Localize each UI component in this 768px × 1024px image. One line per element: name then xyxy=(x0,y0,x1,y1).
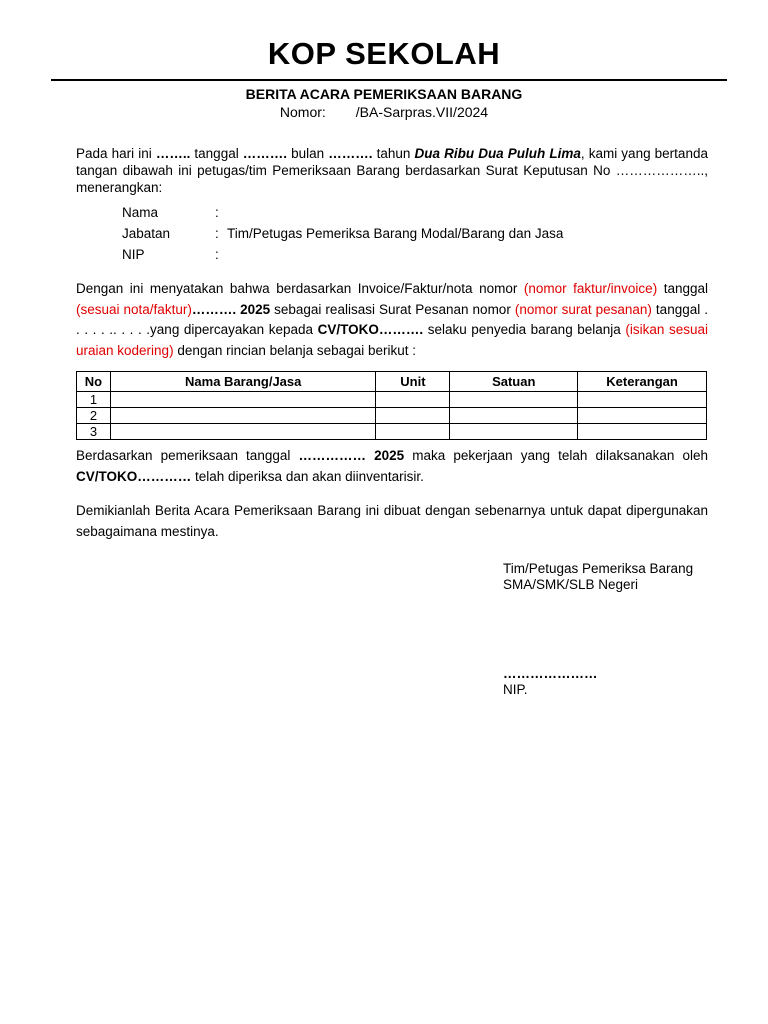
day-blank: …….. xyxy=(155,146,191,161)
opening-text: tanggal xyxy=(190,146,243,161)
closing-paragraph: Demikianlah Berita Acara Pemeriksaan Barang ini dibuat dengan sebenarnya untuk dapat dipergunakan sebagaimana mestinya. xyxy=(76,503,708,539)
identity-label: NIP xyxy=(122,247,145,262)
table-row xyxy=(77,408,707,424)
identity-colon: : xyxy=(215,226,219,241)
document-title: BERITA ACARA PEMERIKSAAN BARANG xyxy=(245,86,523,102)
identity-row-jabatan xyxy=(122,226,563,247)
cell-no: 3 xyxy=(77,424,111,440)
nomor-value: /BA-Sarpras.VII/2024 xyxy=(355,104,489,120)
cell-keterangan xyxy=(578,408,707,424)
cell-nama xyxy=(110,424,376,440)
school-letterhead: KOP SEKOLAH xyxy=(267,36,501,71)
signature-nip: NIP. xyxy=(503,682,528,697)
identity-row-nip xyxy=(122,247,563,268)
column-header-keterangan: Keterangan xyxy=(578,372,707,392)
identity-value: Tim/Petugas Pemeriksa Barang Modal/Barang dan Jasa xyxy=(227,226,564,241)
cell-no: 2 xyxy=(77,408,111,424)
statement-text: dengan rincian belanja sebagai berikut : xyxy=(173,342,416,358)
vendor-name: CV/TOKO………. xyxy=(317,322,424,337)
cell-satuan xyxy=(450,424,578,440)
invoice-date-placeholder: (sesuai nota/faktur) xyxy=(76,301,192,317)
signature-block xyxy=(503,561,693,698)
statement-paragraph xyxy=(76,279,708,361)
opening-text: tahun xyxy=(372,146,415,161)
cell-nama xyxy=(110,392,376,408)
items-table xyxy=(76,371,707,440)
signature-name: ………………… xyxy=(503,666,598,681)
cell-nama xyxy=(110,408,376,424)
identity-label: Nama xyxy=(122,205,159,220)
cell-keterangan xyxy=(578,392,707,408)
opening-text: Pada hari ini xyxy=(76,146,156,161)
vendor-name: CV/TOKO………… xyxy=(76,468,192,484)
invoice-year: ………. 2025 xyxy=(191,301,271,317)
result-text: Berdasarkan pemeriksaan tanggal xyxy=(76,448,299,463)
result-text: telah diperiksa dan akan diinventarisir. xyxy=(191,468,424,484)
statement-text: sebagai realisasi Surat Pesanan nomor xyxy=(270,301,515,317)
month-blank: ………. xyxy=(328,146,373,161)
signature-role: Tim/Petugas Pemeriksa Barang xyxy=(503,561,694,576)
opening-text: , kami yang bertanda tangan dibawah ini petugas/tim Pemeriksaan Barang berdasarkan Surat Keputusan No ……………….., menerangkan: xyxy=(76,146,708,195)
table-row xyxy=(77,392,707,408)
result-text: maka pekerjaan yang telah dilaksanakan oleh xyxy=(404,448,708,463)
identity-block xyxy=(122,205,563,268)
statement-text: Dengan ini menyatakan bahwa berdasarkan Invoice/Faktur/nota nomor xyxy=(76,281,524,296)
kodering-placeholder: (isikan sesuai uraian kodering) xyxy=(76,322,708,358)
cell-unit xyxy=(376,408,450,424)
cell-satuan xyxy=(450,392,578,408)
identity-colon: : xyxy=(215,205,219,220)
cell-unit xyxy=(376,424,450,440)
identity-label: Jabatan xyxy=(122,226,171,241)
date-blank: ………. xyxy=(242,146,288,161)
opening-text: bulan xyxy=(287,146,329,161)
column-header-unit: Unit xyxy=(376,372,450,392)
column-header-nama: Nama Barang/Jasa xyxy=(110,372,376,392)
statement-text: tanggal xyxy=(657,281,708,296)
statement-text: tanggal . . . . . .. . . . .yang dipercayakan kepada xyxy=(76,301,708,337)
year-words: Dua Ribu Dua Puluh Lima xyxy=(414,146,581,161)
statement-text: selaku penyedia barang belanja xyxy=(423,322,626,337)
column-header-satuan: Satuan xyxy=(450,372,578,392)
cell-no: 1 xyxy=(77,392,111,408)
inspection-date: …………… 2025 xyxy=(298,448,405,463)
identity-colon: : xyxy=(215,247,219,262)
identity-row-nama xyxy=(122,205,563,226)
result-paragraph xyxy=(76,446,708,487)
table-row xyxy=(77,424,707,440)
invoice-placeholder: (nomor faktur/invoice) xyxy=(523,281,658,296)
signature-school: SMA/SMK/SLB Negeri xyxy=(503,577,639,592)
order-number-placeholder: (nomor surat pesanan) xyxy=(514,301,652,317)
cell-satuan xyxy=(450,408,578,424)
column-header-no: No xyxy=(77,372,111,392)
letterhead-divider xyxy=(51,79,727,81)
nomor-label: Nomor: xyxy=(279,104,326,120)
document-number xyxy=(0,104,768,120)
cell-keterangan xyxy=(578,424,707,440)
table-header-row xyxy=(77,372,707,392)
cell-unit xyxy=(376,392,450,408)
opening-paragraph xyxy=(76,145,708,196)
